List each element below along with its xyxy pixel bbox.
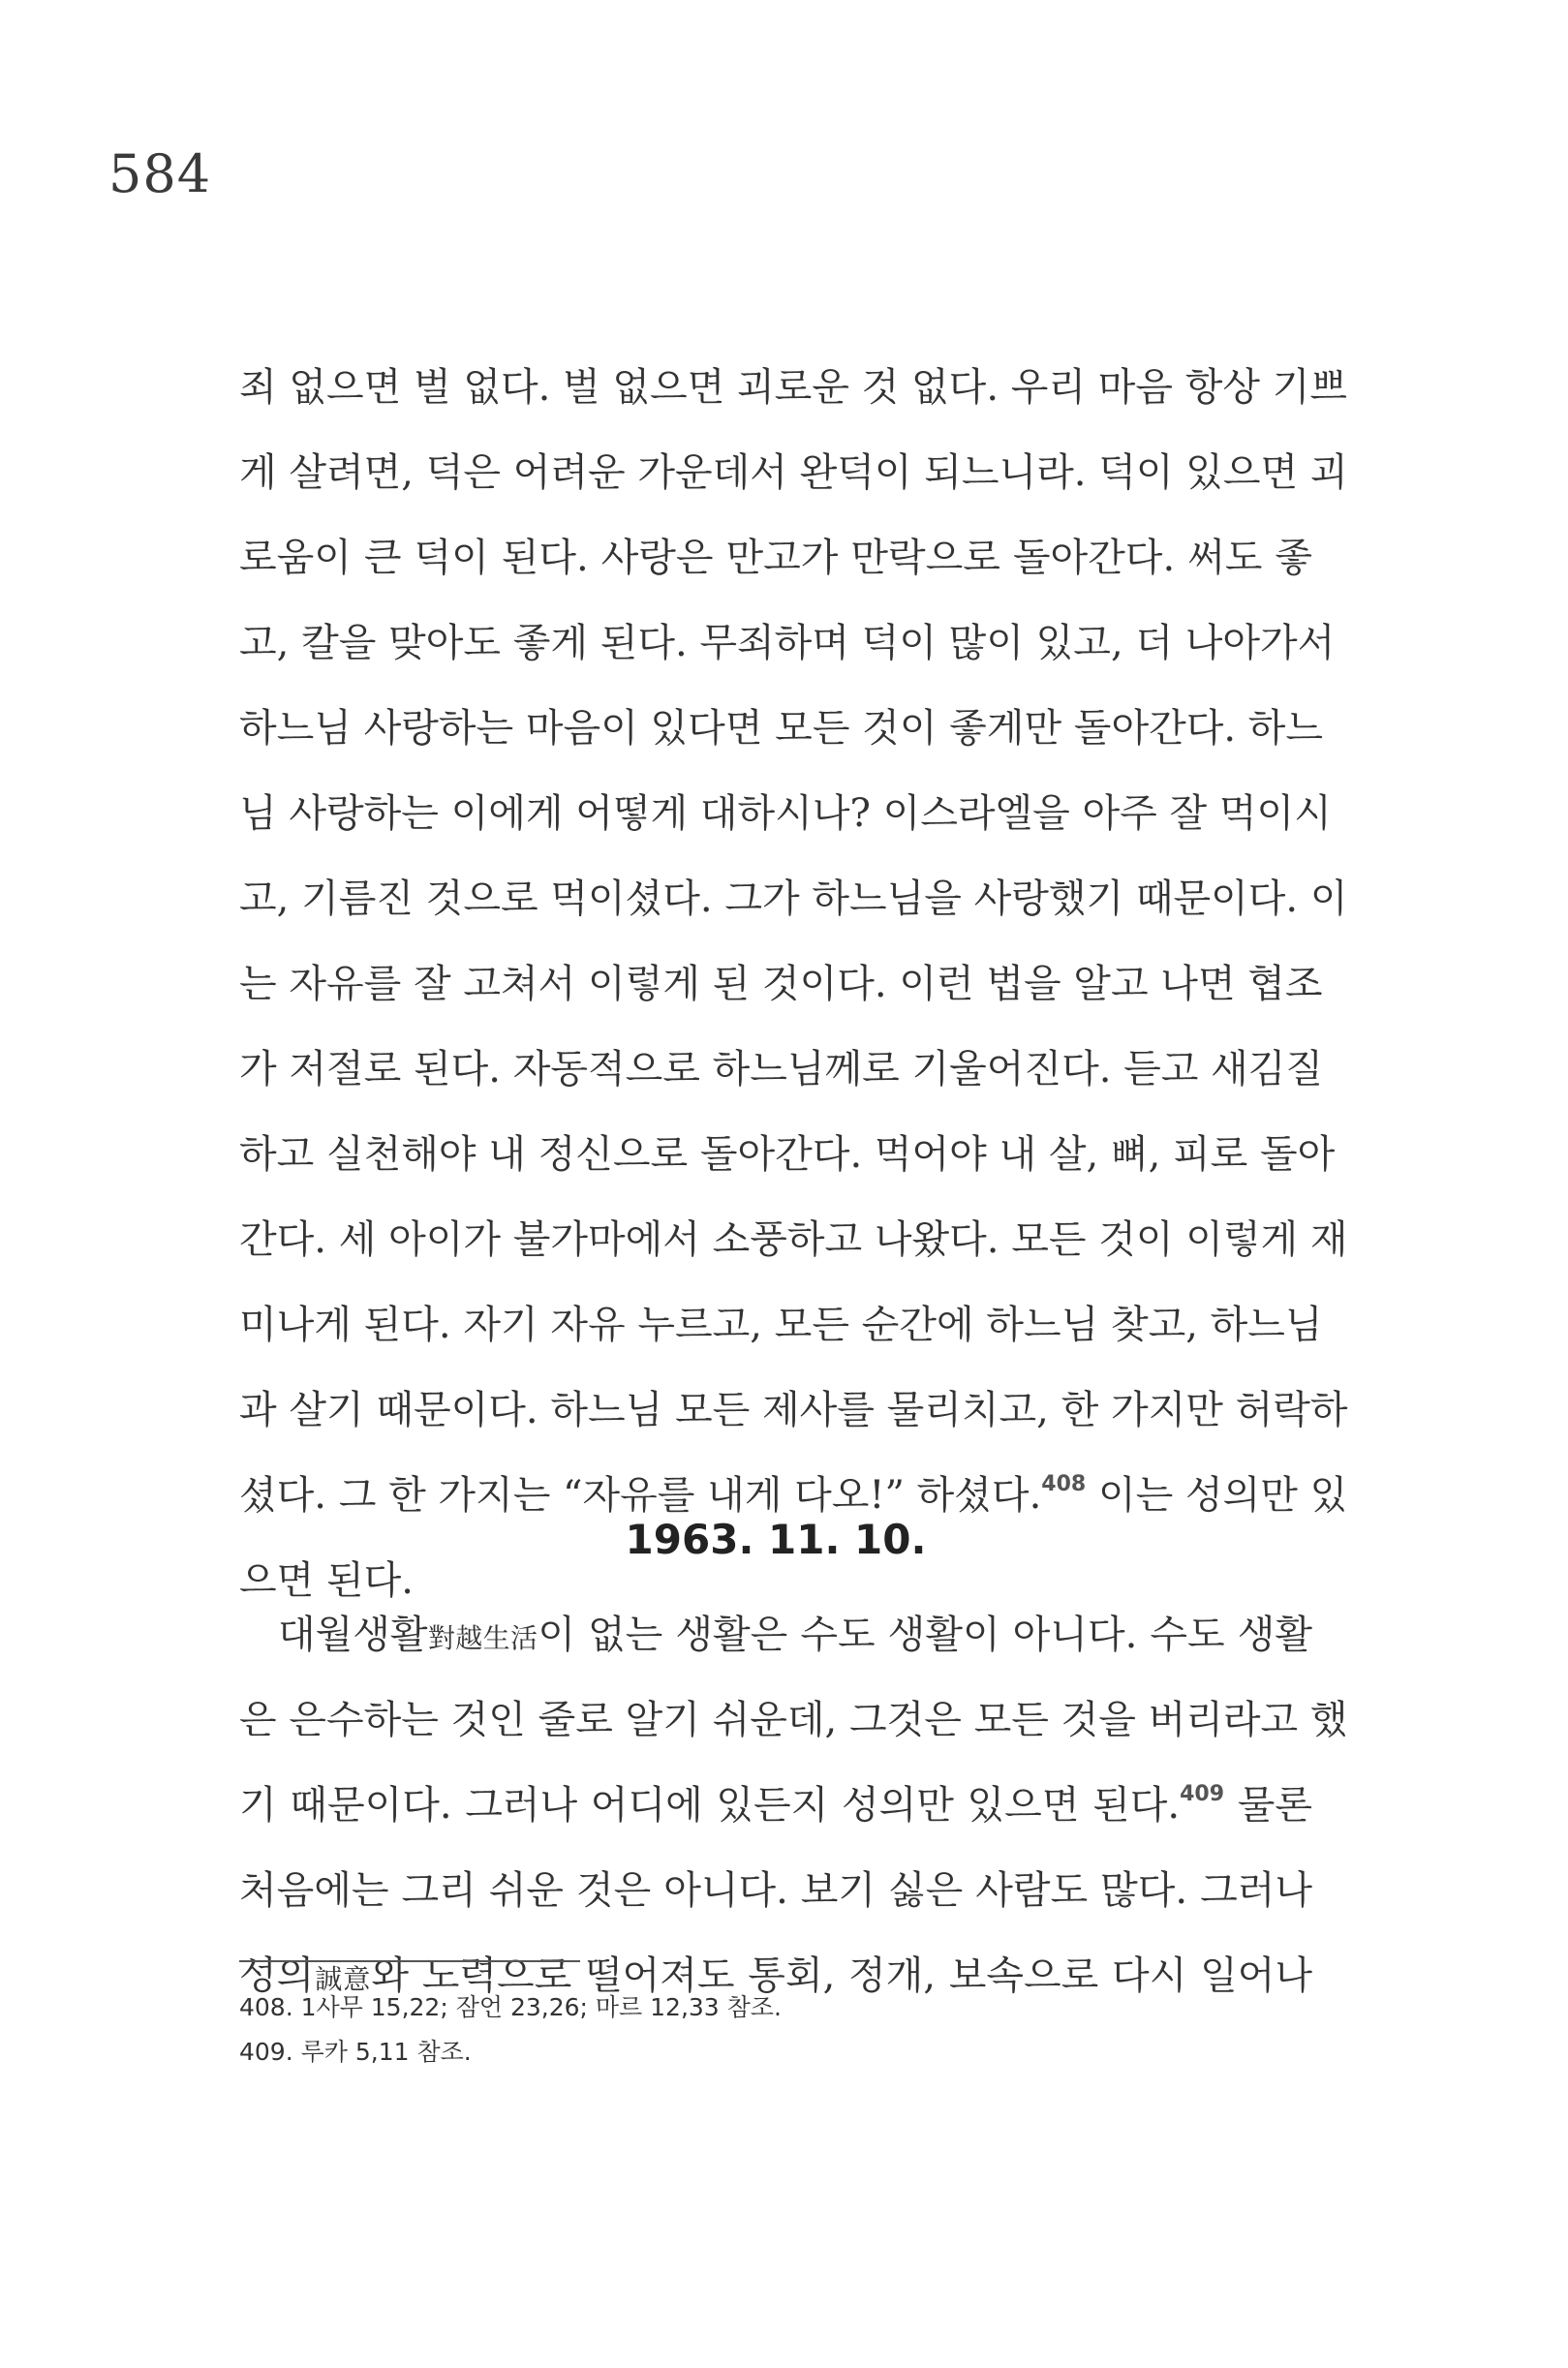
text-line: 죄 없으면 벌 없다. 벌 없으면 괴로운 것 없다. 우리 마음 항상 기쁘 [239,365,1348,410]
page-number: 584 [108,143,212,204]
text-line: 간다. 세 아이가 불가마에서 소풍하고 나왔다. 모든 것이 이렇게 재 [239,1217,1348,1262]
text-line: 처음에는 그리 쉬운 것은 아니다. 보기 싫은 사람도 많다. 그러나 [239,1868,1312,1913]
text-line: 하고 실천해야 내 정신으로 돌아간다. 먹어야 내 살, 뼈, 피로 돌아 [239,1132,1336,1177]
text-segment: 물론 [1224,1783,1313,1828]
hanja-annotation: 誠意 [314,1963,372,1995]
text-line: 고, 기름진 것으로 먹이셨다. 그가 하느님을 사랑했기 때문이다. 이 [239,876,1348,921]
date-heading: 1963. 11. 10. [625,1516,927,1563]
hanja-annotation: 對越生活 [427,1622,538,1654]
text-line-with-footnote [239,1763,1312,1848]
text-line: 과 살기 때문이다. 하느님 모든 제사를 물리치고, 한 가지만 허락하 [239,1388,1348,1432]
text-segment: 대월생활 [278,1613,428,1657]
text-line: 고, 칼을 맞아도 좋게 된다. 무죄하며 덕이 많이 있고, 더 나아가서 [239,621,1336,665]
body-paragraph-1 [239,345,1348,1623]
text-segment: 성의 [239,1953,315,1998]
text-line: 은 은수하는 것인 줄로 알기 쉬운데, 그것은 모든 것을 버리라고 했 [239,1698,1348,1742]
text-line: 는 자유를 잘 고쳐서 이렇게 된 것이다. 이런 법을 알고 나면 협조 [239,962,1323,1006]
text-line: 가 저절로 된다. 자동적으로 하느님께로 기울어진다. 듣고 새김질 [239,1047,1324,1092]
text-line: 하느님 사랑하는 마음이 있다면 모든 것이 좋게만 돌아간다. 하느 [239,706,1324,751]
footnote-ref-409[interactable]: 409 [1180,1782,1225,1806]
text-segment: 이는 성의만 있 [1086,1473,1348,1518]
text-line [239,1592,1312,1677]
footnote-408: 408. 1사무 15,22; 잠언 23,26; 마르 12,33 참조. [239,1993,782,2021]
text-line: 미나게 된다. 자기 자유 누르고, 모든 순간에 하느님 찾고, 하느님 [239,1303,1323,1347]
text-line: 님 사랑하는 이에게 어떻게 대하시나? 이스라엘을 아주 잘 먹이시 [239,791,1332,836]
footnote-divider [239,1960,580,1962]
text-line: 으면 된다. [239,1558,414,1603]
text-segment: 셨다. 그 한 가지는 “자유를 내게 다오!” 하셨다. [239,1473,1042,1518]
body-paragraph-2 [239,1592,1348,2018]
text-segment: 와 노력으로 떨어져도 통회, 정개, 보속으로 다시 일어나 [371,1953,1312,1998]
text-segment: 기 때문이다. 그러나 어디에 있든지 성의만 있으면 된다. [239,1783,1181,1828]
text-segment: 이 없는 생활은 수도 생활이 아니다. 수도 생활 [538,1613,1312,1657]
text-line: 로움이 큰 덕이 된다. 사랑은 만고가 만락으로 돌아간다. 써도 좋 [239,536,1312,580]
text-line: 게 살려면, 덕은 어려운 가운데서 완덕이 되느니라. 덕이 있으면 괴 [239,450,1348,495]
footnotes [239,1985,782,2075]
footnote-ref-408[interactable]: 408 [1041,1472,1087,1496]
footnote-409: 409. 루카 5,11 참조. [239,2038,472,2066]
